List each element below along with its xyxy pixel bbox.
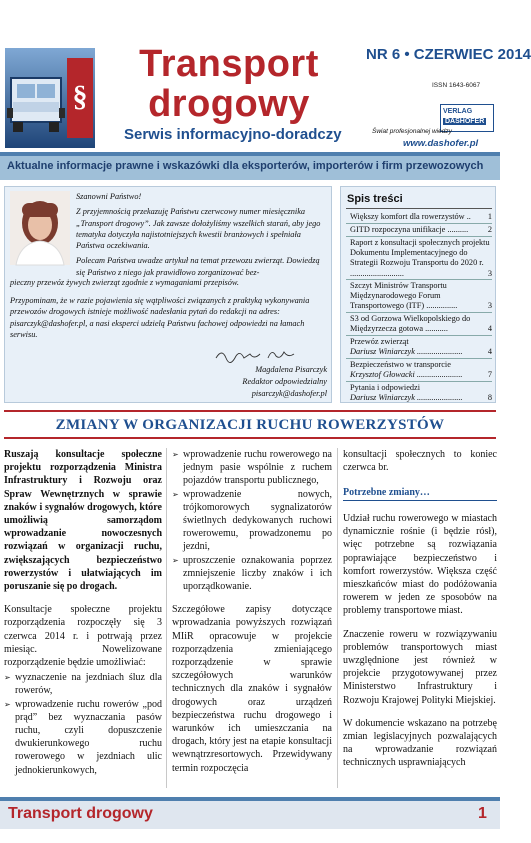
toc-separator (346, 312, 492, 313)
toc-separator (346, 236, 492, 237)
list-item: ➢ wprowadzenie nowych, trójkomorowych sygnalizatorów świetlnych dedykowanych ruchowi rowerowemu, prowadzonemu po jezdni, (172, 488, 332, 554)
toc-item[interactable]: S3 od Gorzowa Wielkopolskiego do Międzyrzecza gotowa ........... 4 (350, 314, 492, 334)
issn: ISSN 1643-6067 (432, 82, 481, 89)
toc-item[interactable]: Przewóz zwierząt Dariusz Winiarczyk ...................... 4 (350, 337, 492, 357)
page-number: 1 (478, 805, 487, 822)
article-lead: Ruszają konsultacje społeczne projektu rozporządzenia Ministra Infrastruktury i Rozwoju oraz Spraw Wewnętrznych w sprawie znaków i sygnałów drogowych, które umożliwią samorządom wprowadzanie nowoczesnych rozwiązań w organizacji ruchu, zwiększających bezpieczeństwo rowerzystów i ułatwiających im poruszanie się po drogach. (4, 449, 162, 593)
title-rule-top (4, 410, 496, 412)
issue-number: NR 6 • CZERWIEC 2014 (366, 46, 531, 63)
article-paragraph: Znaczenie roweru w rozwiązywaniu problemów transportowych miast uwzględnione jest również w projekcie przygotowywanej przez Ministerstwo Infrastruktury i Rozwoju Krajowej Polityki Miejskiej. (343, 628, 497, 706)
article-column-1 (4, 448, 162, 777)
article-column-3 (343, 448, 497, 484)
toc-item[interactable]: Szczyt Ministrów Transportu Międzynarodowego Forum Transportowego (ITF) ............... 3 (350, 281, 492, 311)
editorial-paragraph: pieczny przewóz żywych zwierząt zgodnie z wymaganiami przepisów. (10, 278, 239, 287)
article-paragraph: Szczegółowe zapisy dotyczące wprowadzania powyższych rozwiązań MIiR opracowuje w projekcie rozporządzenia zmieniającego rozporządzenie w sprawie szczegółowych warunków technicznych dla znaków i sygnałów drogowych oraz urządzeń bezpieczeństwa ruchu drogowego i warunków ich umieszczania na drogach, który jest na etapie konsultacji wewnątrzresortowych. Przewidywany termin rozpoczęcia (172, 604, 332, 774)
website-link[interactable]: www.dashofer.pl (403, 138, 479, 149)
editor-role: Redaktor odpowiedzialny (242, 377, 327, 386)
toc-item[interactable]: GITD rozpoczyna unifikacje .......... 2 (350, 225, 492, 234)
paragraph-icon: § (72, 80, 88, 113)
editor-name: Magdalena Pisarczyk (255, 365, 327, 374)
toc-separator (346, 358, 492, 359)
article-paragraph: W dokumencie wskazano na potrzebę zmian legislacyjnych pozwalających na wprowadzanie rozwiązań technicznych usprawniających (343, 717, 497, 769)
brand-title: Transport drogowy (139, 43, 319, 125)
article-paragraph: konsultacji społecznych to koniec czerwca br. (343, 449, 497, 474)
editorial-paragraph: Polecam Państwa uwadze artykuł na temat przewozu zwierząt. Dowiedzą się Państwo z niego jak prawidłowo zorganizować bez- (76, 256, 320, 277)
list-item: ➢ wprowadzenie ruchu rowerowego na jednym pasie wspólnie z ruchem pojazdów transportu publicznego, (172, 448, 332, 488)
editorial-paragraph: Z przyjemnością przekazuję Państwu czerwcowy numer miesięcznika „Transport drogowy”. Jak zawsze dołożyliśmy wszelkich starań, aby jego tematyka dotyczyła najistotniejszych kwestii branżowych i spełniała Państwa oczekiwania. (76, 207, 321, 251)
list-item: ➢ wyznaczenie na jezdniach śluz dla rowerów, (4, 671, 162, 697)
article-title: ZMIANY W ORGANIZACJI RUCHU ROWERZYSTÓW (55, 417, 445, 433)
toc-item[interactable]: Bezpieczeństwo w transporcie Krzysztof Głowacki ...................... 7 (350, 360, 492, 380)
publisher-slogan: Świat profesjonalnej wiedzy (372, 128, 452, 135)
bullet-list (172, 448, 332, 593)
publisher-logo: VERLAG DASHOFER (440, 104, 494, 132)
editorial-paragraph: Przypominam, że w razie pojawienia się wątpliwości związanych z praktyką wykonywania przewozów drogowych istnieje możliwość nadesłania pytań do redakcji na adres: pisarczyk@dashofer.pl, a nasi eksperci udzielą Państwu fachowej odpowiedzi na łamach serwisu. (10, 296, 310, 339)
editorial-greeting: Szanowni Państwo! (76, 192, 142, 201)
column-divider (337, 448, 338, 788)
section-subheading: Potrzebne zmiany… (343, 487, 430, 498)
title-rule-bottom (4, 437, 496, 439)
list-item: ➢ wprowadzenie ruchu rowerów „pod prąd” bez wyznaczania pasów ruchu, czyli dopuszczenie dwukierunkowego ruchu rowerowego w jezdniach ulic jednokierunkowych, (4, 698, 162, 777)
toc-title: Spis treści (347, 193, 403, 205)
article-paragraph: Udział ruchu rowerowego w miastach dynamicznie rośnie (i będzie rósł), więc potrzebne są rozwiązania poprawiające bezpieczeństwo i komfort rowerzystów. Większa część mieszkańców miast do podóżowania rowerem w jeden ze sposobów na problemy transportowe miast. (343, 513, 497, 617)
toc-item[interactable]: Większy komfort dla rowerzystów .. 1 (350, 212, 492, 221)
article-column-2 (172, 448, 332, 785)
footer-title: Transport drogowy (8, 805, 153, 822)
column-divider (166, 448, 167, 788)
publication-logo (5, 48, 95, 148)
toc-item[interactable]: Pytania i odpowiedzi Dariusz Winiarczyk ...................... 8 (350, 383, 492, 403)
list-item: ➢ uproszczenie oznakowania poprzez zmniejszenie liczby znaków i ich uporządkowanie. (172, 554, 332, 594)
tagline: Aktualne informacje prawne i wskazówki dla eksporterów, importerów i firm przewozowych (7, 160, 484, 172)
article-paragraph: Konsultacje społeczne projektu rozporządzenia rozpoczęły się 3 czerwca 2014 r. i potrwają przez miesiąc. Nowelizowane rozporządzenie będzie umożliwiać: (4, 604, 162, 669)
footer-rule (0, 797, 500, 801)
tagline-bar-rule (0, 152, 500, 156)
toc-item[interactable]: Raport z konsultacji społecznych projektu Dokumentu Implementacyjnego do Strategii Rozwoju Transportu do 2020 r. .......................... 3 (350, 238, 492, 278)
editorial-text (76, 191, 330, 278)
editor-photo (10, 191, 70, 265)
toc-separator (346, 335, 492, 336)
article-column-3-body (343, 512, 497, 780)
brand-subtitle: Serwis informacyjno-doradczy (124, 126, 342, 143)
signature (214, 346, 296, 364)
toc-separator (346, 381, 492, 382)
toc-separator (346, 279, 492, 280)
subheading-rule (343, 500, 497, 501)
toc-rule (346, 208, 492, 209)
toc-separator (346, 223, 492, 224)
editor-email[interactable]: pisarczyk@dashofer.pl (251, 389, 327, 398)
bullet-list (4, 671, 162, 777)
